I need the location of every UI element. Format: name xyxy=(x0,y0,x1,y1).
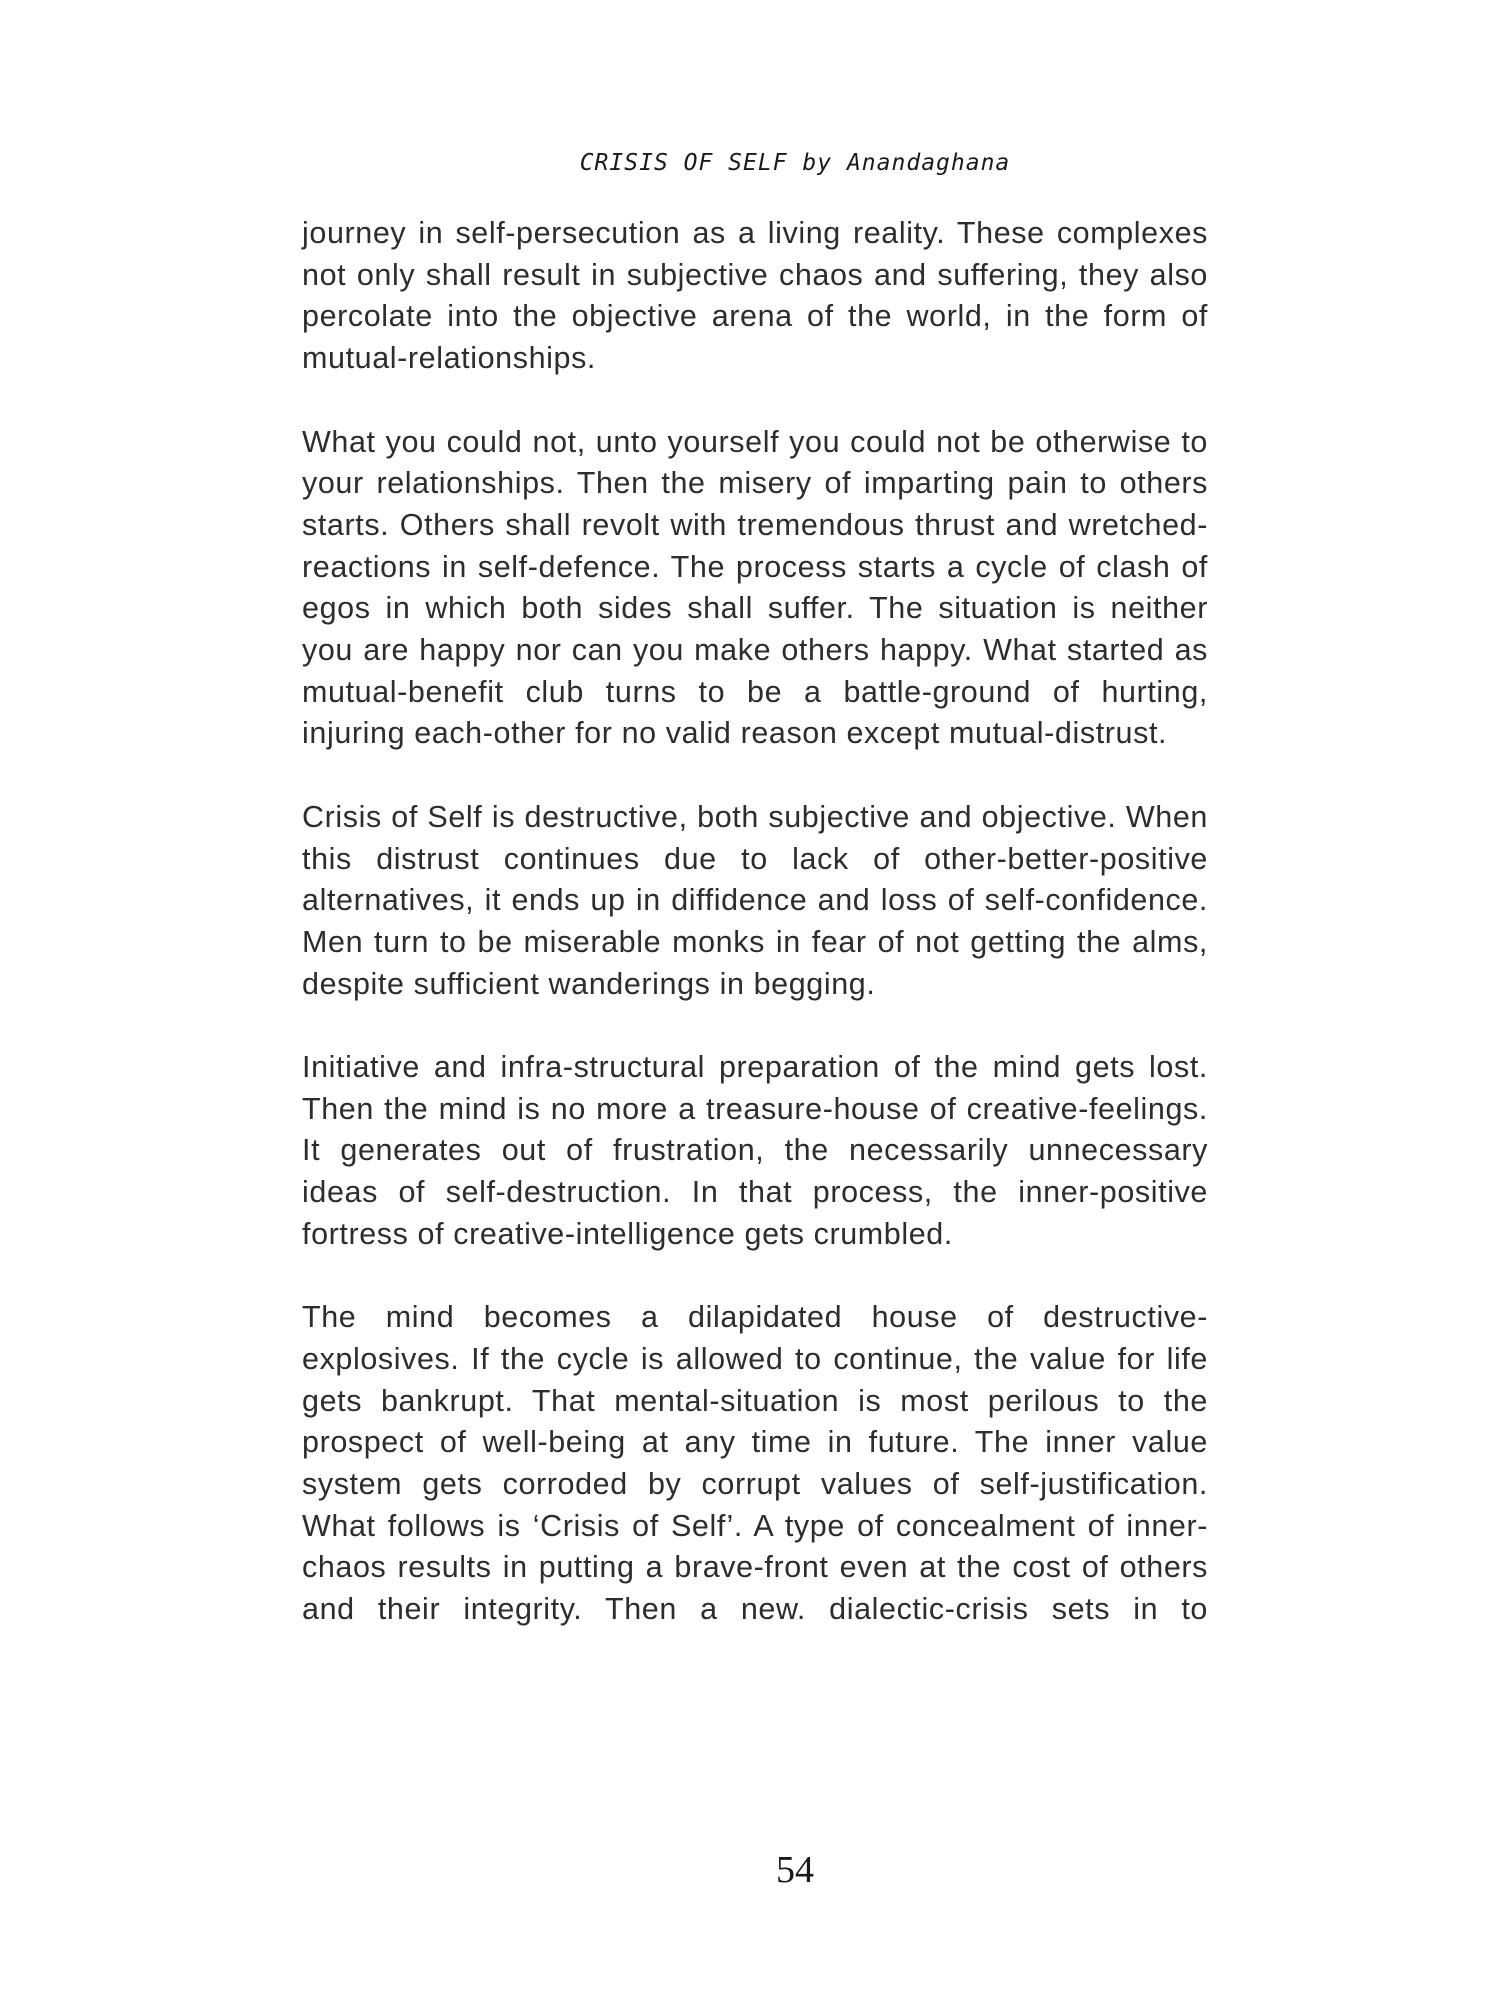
body-text xyxy=(302,213,1208,1631)
running-header: CRISIS OF SELF by Anandaghana xyxy=(579,150,1011,176)
page-number: 54 xyxy=(776,1849,814,1891)
paragraph-2: What you could not, unto yourself you could not be otherwise to your relationships. Then the misery of imparting pain to others starts. Others shall revolt with tremendous thrust and wretched-reactions in self-defence. The process starts a cycle of clash of egos in which both sides shall suffer. The situation is neither you are happy nor can you make others happy. What started as mutual-benefit club turns to be a battle-ground of hurting, injuring each-other for no valid reason except mutual-distrust. xyxy=(302,424,1208,751)
paragraph-5: The mind becomes a dilapidated house of destructive-explosives. If the cycle is allowed to continue, the value for life gets bankrupt. That mental-situation is most perilous to the prospect of well-being at any time in future. The inner value system gets corroded by corrupt values of self-justification. What follows is ‘Crisis of Self’. A type of concealment of inner-chaos results in putting a brave-front even at the cost of others and their integrity. Then a new. dialectic-crisis sets in to xyxy=(302,1300,1208,1627)
paragraph-4: Initiative and infra-structural preparation of the mind gets lost. Then the mind is no more a treasure-house of creative-feelings. It generates out of frustration, the necessarily unnecessary ideas of self-destruction. In that process, the inner-positive fortress of creative-intelligence gets crumbled. xyxy=(302,1050,1208,1251)
paragraph-3: Crisis of Self is destructive, both subjective and objective. When this distrust continues due to lack of other-better-positive alternatives, it ends up in diffidence and loss of self-confidence. Men turn to be miserable monks in fear of not getting the alms, despite sufficient wanderings in begging. xyxy=(302,799,1208,1001)
paragraph-1: journey in self-persecution as a living reality. These complexes not only shall result in subjective chaos and suffering, they also percolate into the objective arena of the world, in the form of mutual-relationships. xyxy=(302,216,1208,376)
